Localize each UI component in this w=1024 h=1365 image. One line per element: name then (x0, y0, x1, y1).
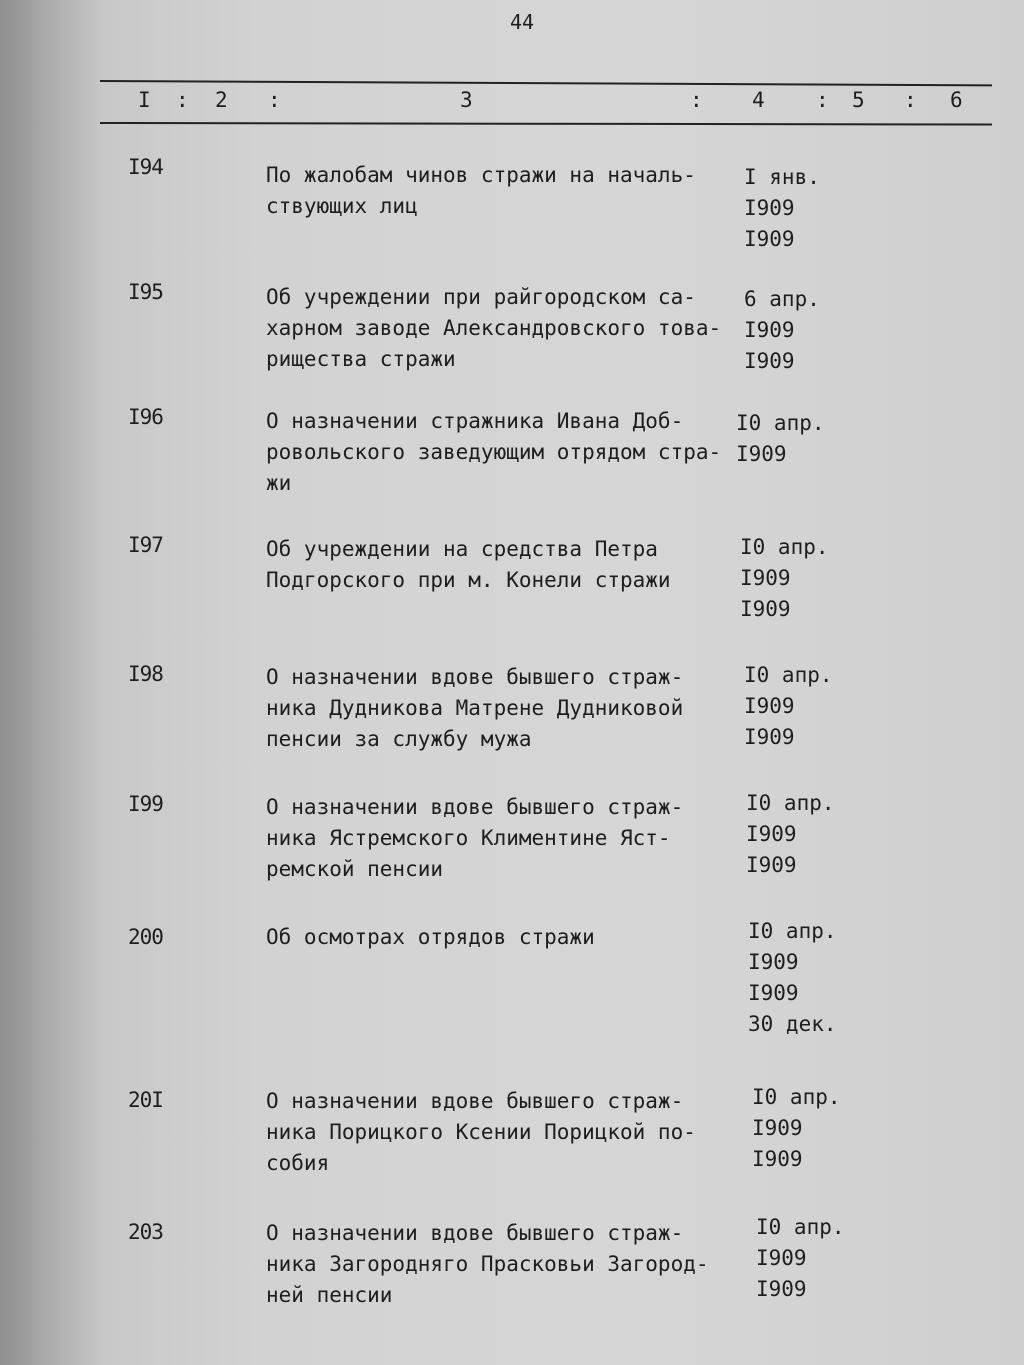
column-header-5: 5 (852, 88, 865, 112)
row-dates (740, 532, 829, 625)
date-line: I909 (756, 1277, 807, 1301)
description-line: Об учреждении на средства Петра (266, 537, 658, 561)
column-header-4: 4 (752, 88, 765, 112)
date-line: I909 (736, 442, 787, 466)
column-separator: : (690, 88, 703, 112)
row-description (266, 406, 736, 499)
date-line: I0 апр. (746, 791, 835, 815)
row-number: 203 (128, 1220, 163, 1244)
description-line: Подгорского при м. Конели стражи (266, 568, 671, 592)
row-dates (752, 1082, 841, 1175)
date-line: I0 апр. (748, 919, 837, 943)
description-line: ника Дудникова Матрене Дудниковой (266, 696, 684, 720)
date-line: I909 (744, 694, 795, 718)
description-line: ника Загородняго Прасковьи Загород- (266, 1252, 709, 1276)
date-line: I909 (746, 853, 797, 877)
date-line: I909 (740, 566, 791, 590)
description-line: Об осмотрах отрядов стражи (266, 925, 595, 949)
description-line: О назначении стражника Ивана Доб- (266, 409, 684, 433)
row-dates (744, 162, 820, 255)
date-line: I янв. (744, 165, 820, 189)
row-number: 200 (128, 925, 163, 949)
date-line: I909 (752, 1116, 803, 1140)
row-dates (746, 788, 835, 881)
date-line: I909 (748, 950, 799, 974)
row-description (266, 1218, 736, 1311)
description-line: рищества стражи (266, 347, 456, 371)
table-header-bottom-rule (100, 122, 992, 126)
row-description (266, 534, 736, 596)
description-line: О назначении вдове бывшего страж- (266, 1221, 684, 1245)
row-number: I95 (128, 280, 163, 304)
date-line: I909 (756, 1246, 807, 1270)
date-line: I0 апр. (752, 1085, 841, 1109)
description-line: харном заводе Александровского това- (266, 316, 722, 340)
column-separator: : (904, 88, 917, 112)
row-description (266, 662, 736, 755)
description-line: ствующих лиц (266, 194, 418, 218)
row-description (266, 922, 736, 953)
row-description (266, 282, 736, 375)
description-line: жи (266, 471, 292, 495)
column-header-2: 2 (215, 88, 228, 112)
row-dates (736, 408, 825, 470)
date-line: I909 (744, 196, 795, 220)
row-number: I99 (128, 792, 163, 816)
date-line: I909 (752, 1147, 803, 1171)
row-description (266, 1086, 736, 1179)
date-line: I0 апр. (744, 663, 833, 687)
column-header-3: 3 (460, 88, 473, 112)
table-header-top-rule (100, 80, 992, 86)
row-dates (744, 284, 820, 377)
description-line: ровольского заведующим отрядом стра- (266, 440, 722, 464)
description-line: ника Порицкого Ксении Порицкой по- (266, 1120, 696, 1144)
date-line: I0 апр. (756, 1215, 845, 1239)
row-number: I94 (128, 155, 163, 179)
row-dates (744, 660, 833, 753)
row-dates (748, 916, 837, 1040)
date-line: I909 (744, 349, 795, 373)
row-dates (756, 1212, 845, 1305)
description-line: ремской пенсии (266, 857, 444, 881)
description-line: По жалобам чинов стражи на началь- (266, 163, 696, 187)
date-line: 30 дек. (748, 1012, 837, 1036)
date-line: I0 апр. (736, 411, 825, 435)
date-line: I909 (748, 981, 799, 1005)
description-line: пенсии за службу мужа (266, 727, 532, 751)
row-description (266, 792, 736, 885)
date-line: I909 (744, 227, 795, 251)
row-number: 20I (128, 1088, 163, 1112)
column-separator: : (268, 88, 281, 112)
date-line: I909 (744, 725, 795, 749)
row-description (266, 160, 736, 222)
description-line: ней пенсии (266, 1283, 393, 1307)
column-header-6: 6 (950, 88, 963, 112)
description-line: Об учреждении при райгородском са- (266, 285, 696, 309)
row-number: I96 (128, 405, 163, 429)
column-header-1: I (138, 88, 151, 112)
description-line: О назначении вдове бывшего страж- (266, 1089, 684, 1113)
page-number: 44 (510, 10, 535, 34)
row-number: I97 (128, 533, 163, 557)
column-separator: : (176, 88, 189, 112)
description-line: собия (266, 1151, 330, 1175)
date-line: I909 (746, 822, 797, 846)
date-line: I0 апр. (740, 535, 829, 559)
description-line: О назначении вдове бывшего страж- (266, 795, 684, 819)
description-line: ника Ястремского Климентине Яст- (266, 826, 671, 850)
page-fold-shadow (0, 0, 105, 1365)
date-line: 6 апр. (744, 287, 820, 311)
description-line: О назначении вдове бывшего страж- (266, 665, 684, 689)
date-line: I909 (740, 597, 791, 621)
column-separator: : (816, 88, 829, 112)
row-number: I98 (128, 662, 163, 686)
date-line: I909 (744, 318, 795, 342)
